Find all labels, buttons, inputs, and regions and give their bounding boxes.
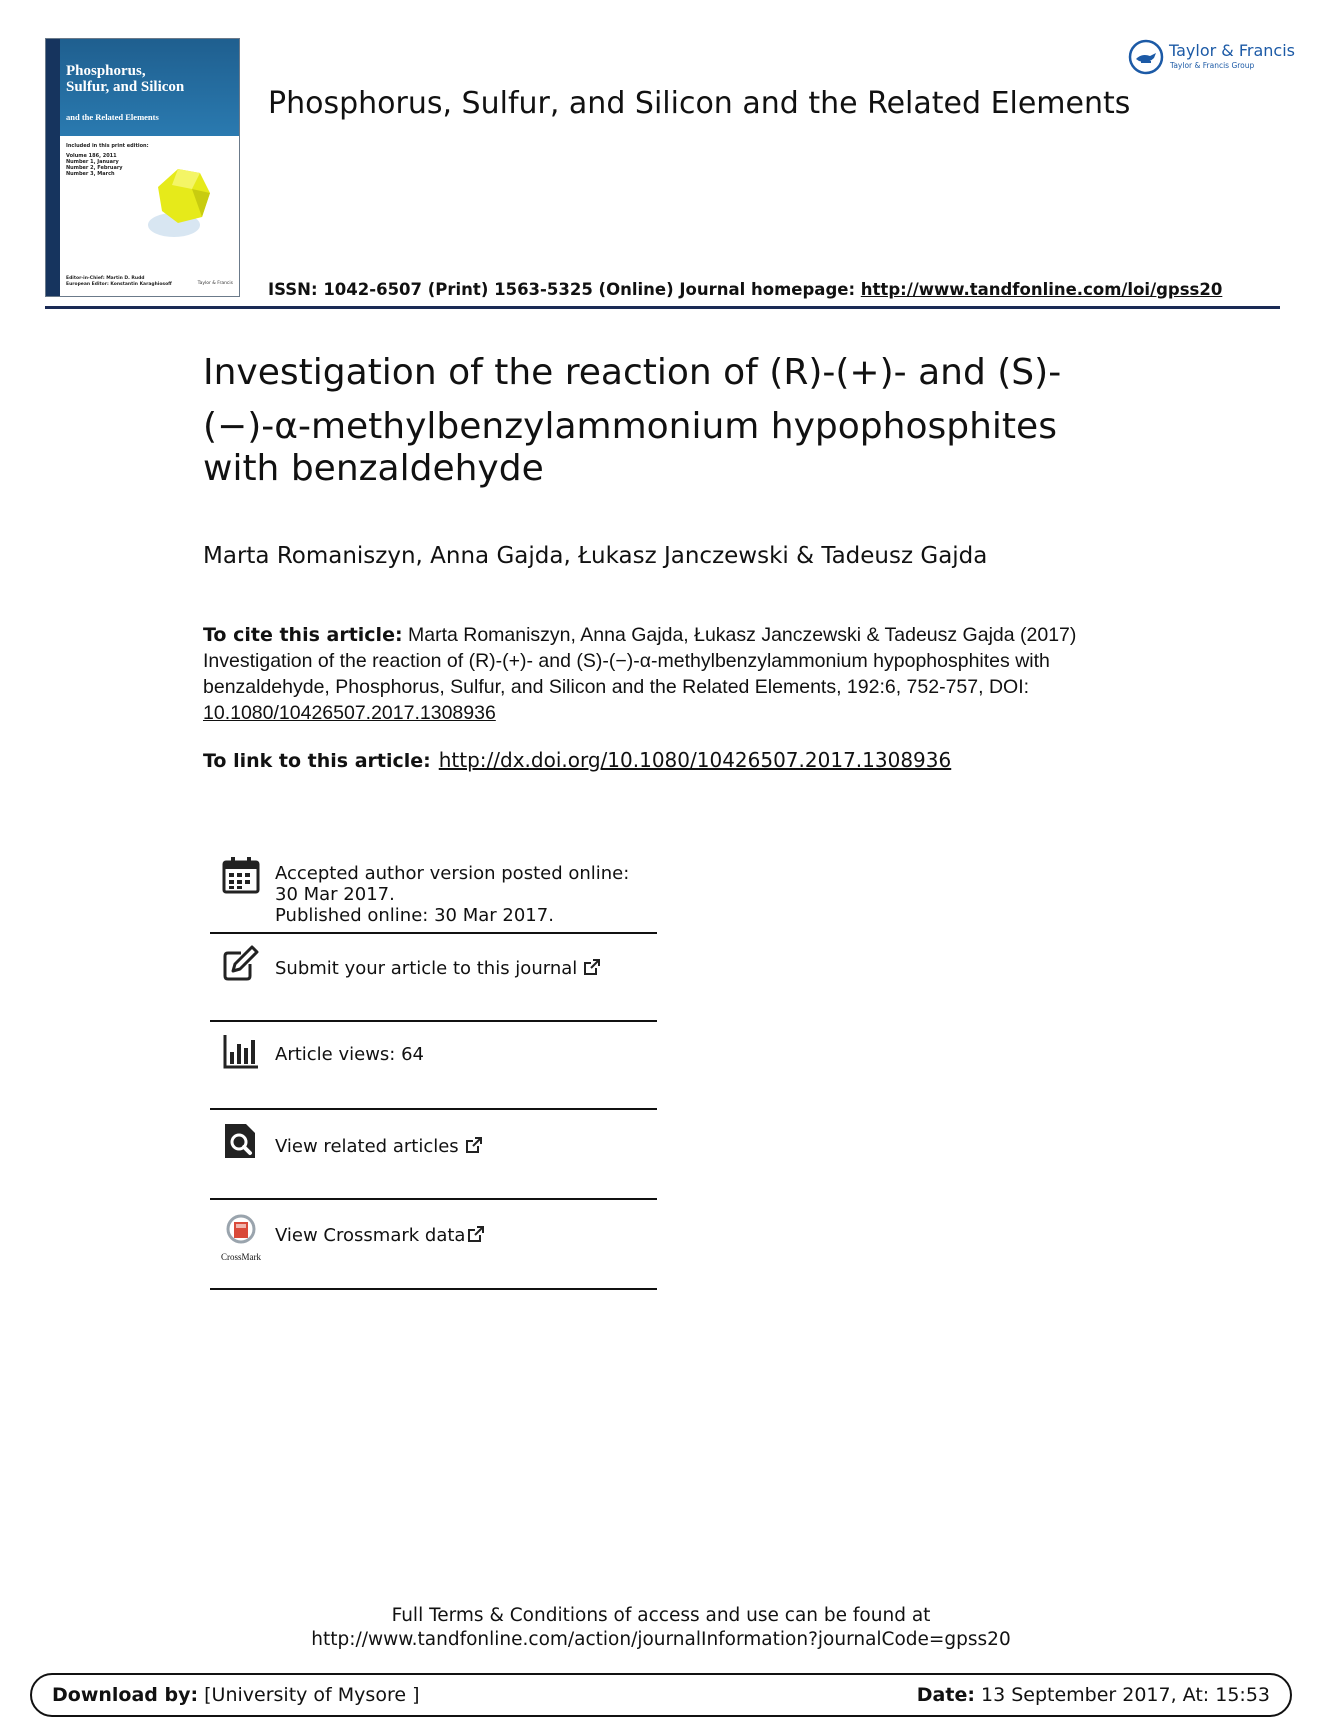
cover-info-line: Number 1, January xyxy=(66,159,119,165)
article-title-line: (−)-α-methylbenzylammonium hypophosphites xyxy=(203,406,1057,447)
cover-spine xyxy=(46,39,60,296)
sulfur-crystal-illustration xyxy=(148,163,212,241)
article-title-line: with benzaldehyde xyxy=(203,448,544,489)
external-link-icon xyxy=(583,958,601,976)
cover-subtitle: and the Related Elements xyxy=(66,112,159,122)
publication-dates-row xyxy=(210,848,657,934)
article-doi-link[interactable]: http://dx.doi.org/10.1080/10426507.2017.1308936 xyxy=(438,748,952,772)
terms-and-conditions xyxy=(0,1604,1322,1652)
accepted-date-text: Accepted author version posted online: 30 Mar 2017. xyxy=(275,863,630,905)
cover-info xyxy=(66,143,149,177)
row-divider xyxy=(210,1288,657,1290)
article-views: Article views: 64 xyxy=(275,1044,424,1065)
download-by xyxy=(52,1684,419,1706)
cover-editor-line: Editor-in-Chief: Martin D. Rudd xyxy=(66,276,145,281)
cover-info-line: Number 3, March xyxy=(66,171,115,177)
download-date xyxy=(917,1684,1270,1706)
download-info-bar xyxy=(30,1673,1292,1717)
publisher-name: Taylor & Francis xyxy=(1169,41,1295,60)
date-value: 13 September 2017, At: 15:53 xyxy=(974,1684,1270,1706)
related-articles-row[interactable] xyxy=(210,1110,657,1200)
calendar-icon xyxy=(222,856,260,894)
article-link-line xyxy=(203,748,951,772)
cite-text: Marta Romaniszyn, Anna Gajda, Łukasz Janczewski & Tadeusz Gajda (2017) Investigation of the reaction of (R)-(+)- and (S)-(−)-α-methylbenzylammonium hypophosphites with benzaldehyde, Phosphorus, Sulfur, and Silicon and the Related Elements, 192:6, 752-757, DOI: xyxy=(203,624,1077,698)
external-link-icon xyxy=(465,1136,483,1154)
link-label: To link to this article: xyxy=(203,750,431,772)
published-date-text: Published online: 30 Mar 2017. xyxy=(275,905,554,926)
article-title xyxy=(203,348,1143,494)
article-title-line: Investigation of the reaction of (R)-(+)- and (S)- xyxy=(203,352,1062,393)
publication-dates xyxy=(275,863,655,926)
external-link-icon xyxy=(467,1225,485,1243)
journal-title: Phosphorus, Sulfur, and Silicon and the Related Elements xyxy=(268,86,1131,121)
document-search-icon xyxy=(222,1122,260,1160)
article-views-row xyxy=(210,1022,657,1110)
submit-article-link[interactable] xyxy=(275,958,601,979)
crossmark-row[interactable] xyxy=(210,1200,657,1290)
crossmark-caption: CrossMark xyxy=(221,1252,261,1262)
publisher-group: Taylor & Francis Group xyxy=(1170,61,1255,70)
bar-chart-icon xyxy=(222,1032,260,1070)
terms-url[interactable]: http://www.tandfonline.com/action/journalInformation?journalCode=gpss20 xyxy=(311,1629,1011,1650)
download-value: [University of Mysore ] xyxy=(198,1684,420,1706)
cover-editors xyxy=(66,276,172,288)
article-authors: Marta Romaniszyn, Anna Gajda, Łukasz Janczewski & Tadeusz Gajda xyxy=(203,543,988,569)
cover-title-text: Phosphorus, Sulfur, and Silicon xyxy=(66,63,185,95)
crossmark-link[interactable] xyxy=(275,1225,485,1246)
submit-article-row[interactable] xyxy=(210,934,657,1022)
issn-text: ISSN: 1042-6507 (Print) 1563-5325 (Online) Journal homepage: xyxy=(268,280,861,299)
download-label: Download by: xyxy=(52,1684,199,1706)
taylor-francis-logo[interactable] xyxy=(1128,38,1295,78)
related-articles-link[interactable] xyxy=(275,1136,483,1157)
cite-label: To cite this article: xyxy=(203,624,403,646)
header-divider xyxy=(45,306,1280,309)
cover-info-line: Included in this print edition: xyxy=(66,143,149,149)
cover-editor-line: European Editor: Konstantin Karaghiosoff xyxy=(66,282,172,287)
edit-icon xyxy=(222,944,260,982)
date-label: Date: xyxy=(916,1684,975,1706)
related-articles-label: View related articles xyxy=(275,1136,459,1157)
publisher-lamp-icon xyxy=(1128,39,1164,75)
crossmark-icon xyxy=(222,1214,260,1252)
journal-homepage-link[interactable]: http://www.tandfonline.com/loi/gpss20 xyxy=(860,280,1223,299)
cover-title xyxy=(66,63,186,95)
terms-line: Full Terms & Conditions of access and use can be found at xyxy=(391,1605,931,1626)
cover-info-line: Number 2, February xyxy=(66,165,123,171)
cite-doi-link[interactable]: 10.1080/10426507.2017.1308936 xyxy=(203,702,496,724)
submit-article-label: Submit your article to this journal xyxy=(275,958,578,979)
cover-info-line: Volume 186, 2011 xyxy=(66,153,117,159)
crossmark-label: View Crossmark data xyxy=(275,1225,466,1246)
cover-publisher-mark: Taylor & Francis xyxy=(197,281,233,286)
journal-cover-image xyxy=(45,38,240,297)
citation-block xyxy=(203,622,1123,726)
issn-line xyxy=(268,280,1222,299)
